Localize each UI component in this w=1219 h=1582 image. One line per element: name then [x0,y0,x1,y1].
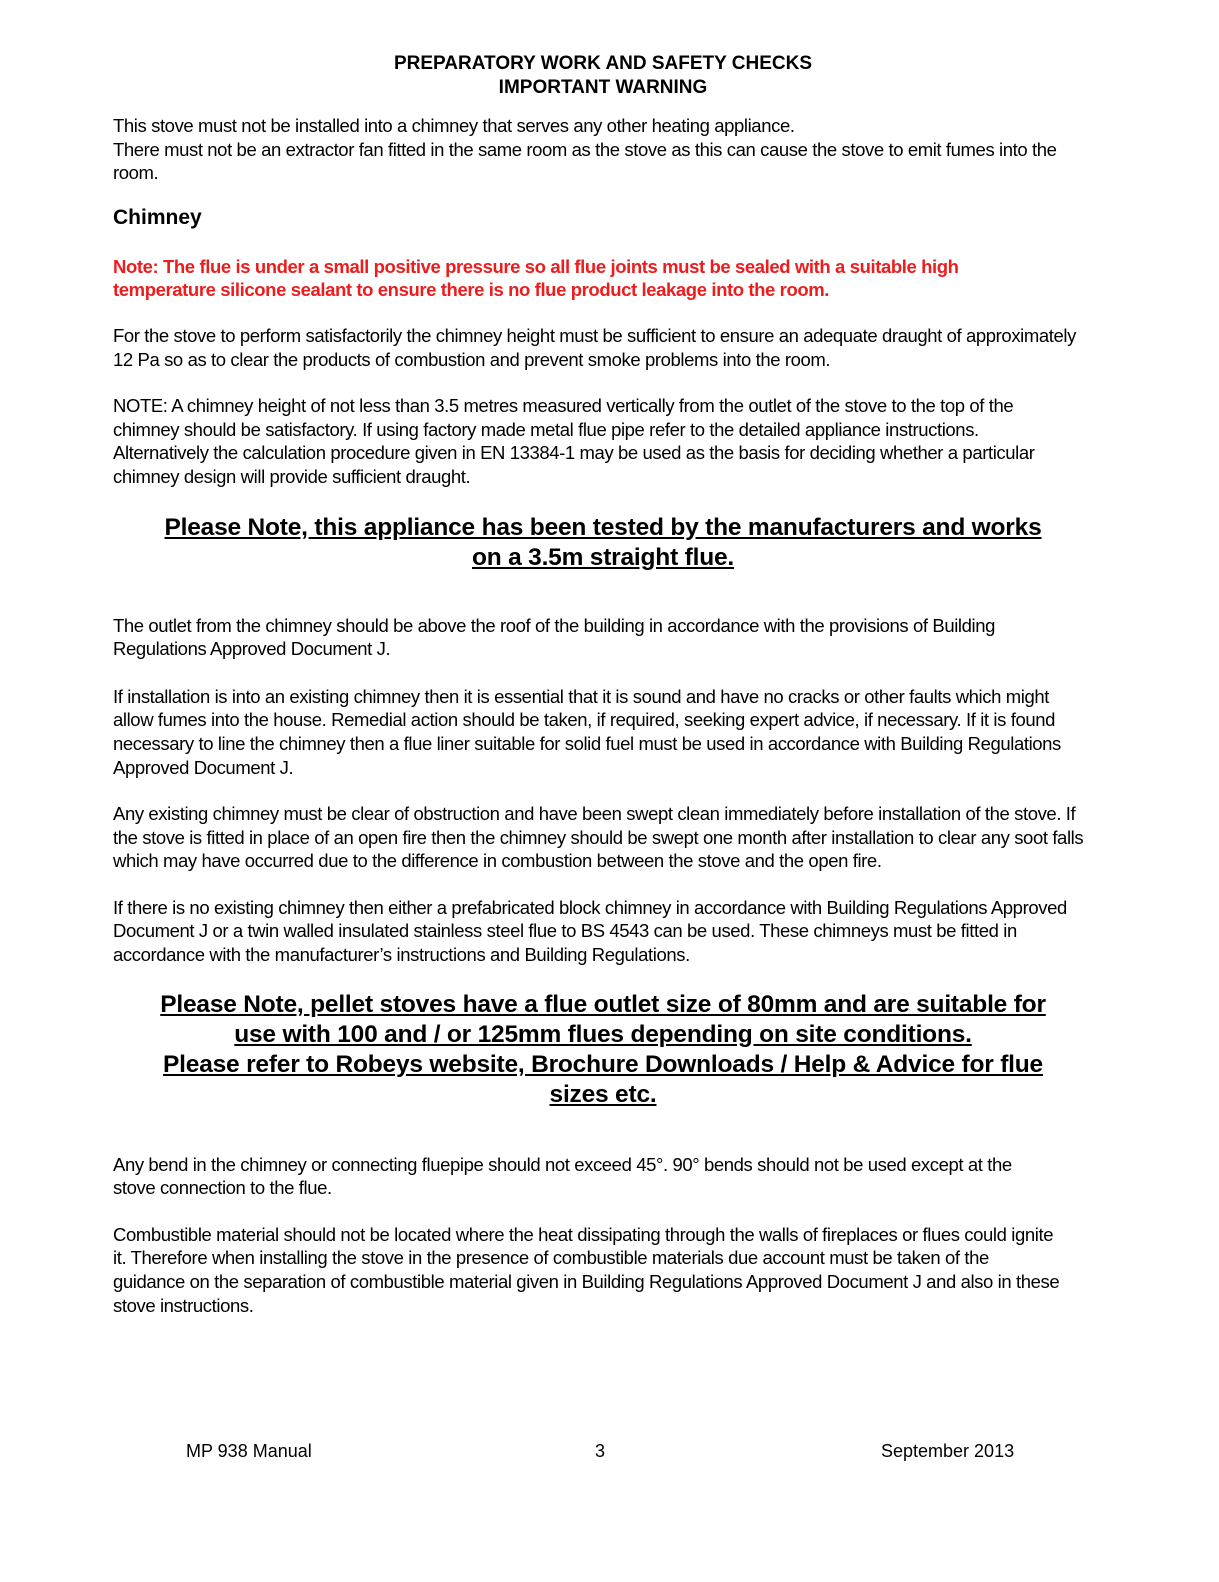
intro-line-2: There must not be an extractor fan fitted in the same room as the stove as this can cause the stove to emit fumes into the room. [113,138,1057,184]
paragraph-existing-chimney: If installation is into an existing chimney then it is essential that it is sound and have no cracks or other faults which might allow fumes into the house. Remedial action should be taken, if required, seeking expert advice, if necessary. If it is found necessary to line the chimney then a flue liner suitable for solid fuel must be used in accordance with Building Regulations Approved Document J. [113,685,1061,778]
document-page [113,52,1093,1317]
notice-tested [113,513,1093,573]
footer-page-number: 3 [595,1441,606,1461]
paragraph-obstruction: Any existing chimney must be clear of obstruction and have been swept clean immediately before installation of the stove. If the stove is fitted in place of an open fire then the chimney should be swept one month after installation to clear any soot falls which may have occurred due to the difference in combustion between the stove and the open fire. [113,803,1084,872]
paragraph-outlet: The outlet from the chimney should be above the roof of the building in accordance with the provisions of Building Regulations Approved Document J. [113,614,996,660]
footer-manual-name: MP 938 Manual [186,1441,312,1461]
notice-pellet-line: Please refer to Robeys website, Brochure Downloads / Help & Advice for flue [163,1050,1043,1078]
notice-pellet-line: use with 100 and / or 125mm flues depending on site conditions. [234,1020,972,1048]
notice-pellet [113,990,1093,1110]
intro-line-1: This stove must not be installed into a chimney that serves any other heating appliance. [113,115,795,136]
notice-pellet-line: sizes etc. [549,1080,657,1108]
paragraph-no-chimney: If there is no existing chimney then either a prefabricated block chimney in accordance with Building Regulations Approved Document J or a twin walled insulated stainless steel flue to BS 4543 can be used. These chimneys must be fitted in accordance with the manufacturer’s instructions and Building Regulations. [113,896,1067,966]
paragraph-bend: Any bend in the chimney or connecting fluepipe should not exceed 45°. 90° bends should not be used except at the stove connection to the flue. [113,1153,1012,1199]
notice-tested-line: Please Note, this appliance has been tested by the manufacturers and works [164,513,1042,541]
section-heading-chimney: Chimney [113,205,202,229]
notice-tested-line: on a 3.5m straight flue. [471,543,735,571]
paragraph-draught: For the stove to perform satisfactorily the chimney height must be sufficient to ensure an adequate draught of approximately 12 Pa so as to clear the products of combustion and prevent smoke problems into the room. [113,324,1076,370]
page-title: PREPARATORY WORK AND SAFETY CHECKS [393,53,813,74]
page-subtitle: IMPORTANT WARNING [498,77,708,98]
warning-note: Note: The flue is under a small positive pressure so all flue joints must be sealed with a suitable high temperature silicone sealant to ensure there is no flue product leakage into the room. [113,255,959,301]
notice-pellet-line: Please Note, pellet stoves have a flue outlet size of 80mm and are suitable for [160,990,1046,1018]
paragraph-chimney-height: NOTE: A chimney height of not less than 3.5 metres measured vertically from the outlet of the stove to the top of the chimney should be satisfactory. If using factory made metal flue pipe refer to the detailed appliance instructions. Alternatively the calculation procedure given in EN 13384-1 may be used as the basis for deciding whether a particular chimney design will provide sufficient draught. [113,395,1035,487]
paragraph-combustible: Combustible material should not be located where the heat dissipating through the walls of fireplaces or flues could ignite it. Therefore when installing the stove in the presence of combustible materials due account must be taken of the guidance on the separation of combustible material given in Building Regulations Approved Document J and also in these stove instructions. [113,1223,1060,1316]
footer-date: September 2013 [881,1441,1015,1461]
